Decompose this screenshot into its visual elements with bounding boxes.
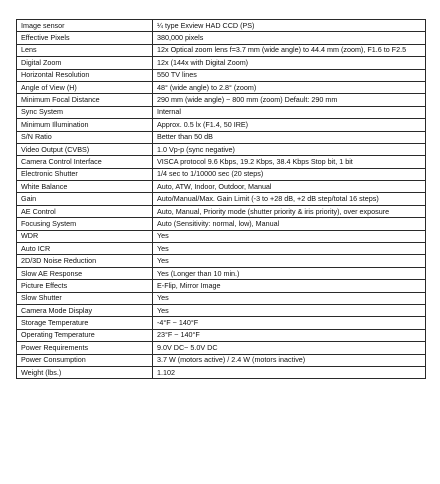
spec-value: Auto/Manual/Max. Gain Limit (-3 to +28 dB, +2 dB step/total 16 steps) <box>153 193 426 205</box>
spec-value: 48° (wide angle) to 2.8° (zoom) <box>153 81 426 93</box>
spec-table <box>16 19 426 379</box>
spec-value: Yes <box>153 243 426 255</box>
spec-value: -4°F ~ 140°F <box>153 317 426 329</box>
spec-label: Lens <box>17 44 153 56</box>
table-row <box>17 81 426 93</box>
spec-label: S/N Ratio <box>17 131 153 143</box>
spec-value: Yes <box>153 304 426 316</box>
spec-label: Camera Control Interface <box>17 156 153 168</box>
spec-label: Angle of View (H) <box>17 81 153 93</box>
spec-label: Weight (lbs.) <box>17 366 153 378</box>
spec-label: Electronic Shutter <box>17 168 153 180</box>
spec-label: AE Control <box>17 205 153 217</box>
spec-label: Minimum Illumination <box>17 119 153 131</box>
table-row <box>17 181 426 193</box>
spec-value: 12x Optical zoom lens f=3.7 mm (wide angle) to 44.4 mm (zoom), F1.6 to F2.5 <box>153 44 426 56</box>
spec-value: Auto, Manual, Priority mode (shutter priority & iris priority), over exposure <box>153 205 426 217</box>
spec-label: Gain <box>17 193 153 205</box>
table-row <box>17 143 426 155</box>
spec-label: Camera Mode Display <box>17 304 153 316</box>
spec-label: Effective Pixels <box>17 32 153 44</box>
table-row <box>17 243 426 255</box>
spec-label: Digital Zoom <box>17 57 153 69</box>
table-row <box>17 69 426 81</box>
spec-label: Minimum Focal Distance <box>17 94 153 106</box>
table-row <box>17 205 426 217</box>
spec-label: Operating Temperature <box>17 329 153 341</box>
table-row <box>17 354 426 366</box>
spec-label: Video Output (CVBS) <box>17 143 153 155</box>
spec-value: Better than 50 dB <box>153 131 426 143</box>
spec-label: WDR <box>17 230 153 242</box>
spec-table-body <box>17 20 426 379</box>
table-row <box>17 267 426 279</box>
spec-label: Slow AE Response <box>17 267 153 279</box>
spec-value: 380,000 pixels <box>153 32 426 44</box>
spec-value: 290 mm (wide angle) ~ 800 mm (zoom) Default: 290 mm <box>153 94 426 106</box>
spec-label: Auto ICR <box>17 243 153 255</box>
spec-value: Auto (Sensitivity: normal, low), Manual <box>153 218 426 230</box>
spec-value: ¼ type Exview HAD CCD (PS) <box>153 20 426 32</box>
table-row <box>17 292 426 304</box>
spec-value: 3.7 W (motors active) / 2.4 W (motors inactive) <box>153 354 426 366</box>
spec-label: Power Requirements <box>17 342 153 354</box>
table-row <box>17 32 426 44</box>
spec-label: Power Consumption <box>17 354 153 366</box>
spec-label: Slow Shutter <box>17 292 153 304</box>
spec-label: Sync System <box>17 106 153 118</box>
table-row <box>17 94 426 106</box>
table-row <box>17 44 426 56</box>
spec-value: Yes <box>153 255 426 267</box>
table-row <box>17 106 426 118</box>
spec-label: Horizontal Resolution <box>17 69 153 81</box>
spec-value: Approx. 0.5 lx (F1.4, 50 IRE) <box>153 119 426 131</box>
table-row <box>17 280 426 292</box>
spec-value: Yes (Longer than 10 min.) <box>153 267 426 279</box>
spec-label: Image sensor <box>17 20 153 32</box>
table-row <box>17 329 426 341</box>
spec-label: White Balance <box>17 181 153 193</box>
spec-value: Yes <box>153 230 426 242</box>
spec-value: 1.0 Vp-p (sync negative) <box>153 143 426 155</box>
table-row <box>17 342 426 354</box>
spec-label: Focusing System <box>17 218 153 230</box>
spec-value: 12x (144x with Digital Zoom) <box>153 57 426 69</box>
spec-value: Auto, ATW, Indoor, Outdoor, Manual <box>153 181 426 193</box>
table-row <box>17 57 426 69</box>
table-row <box>17 193 426 205</box>
spec-label: 2D/3D Noise Reduction <box>17 255 153 267</box>
table-row <box>17 156 426 168</box>
spec-value: Internal <box>153 106 426 118</box>
spec-value: 1/4 sec to 1/10000 sec (20 steps) <box>153 168 426 180</box>
spec-value: 23°F ~ 140°F <box>153 329 426 341</box>
table-row <box>17 218 426 230</box>
spec-value: 1.102 <box>153 366 426 378</box>
spec-value: 9.0V DC~ 5.0V DC <box>153 342 426 354</box>
spec-label: Storage Temperature <box>17 317 153 329</box>
table-row <box>17 230 426 242</box>
spec-value: Yes <box>153 292 426 304</box>
table-row <box>17 131 426 143</box>
table-row <box>17 20 426 32</box>
spec-value: E-Flip, Mirror Image <box>153 280 426 292</box>
table-row <box>17 168 426 180</box>
spec-label: Picture Effects <box>17 280 153 292</box>
table-row <box>17 119 426 131</box>
spec-value: 550 TV lines <box>153 69 426 81</box>
table-row <box>17 317 426 329</box>
spec-value: VISCA protocol 9.6 Kbps, 19.2 Kbps, 38.4 Kbps Stop bit, 1 bit <box>153 156 426 168</box>
table-row <box>17 304 426 316</box>
table-row <box>17 366 426 378</box>
table-row <box>17 255 426 267</box>
